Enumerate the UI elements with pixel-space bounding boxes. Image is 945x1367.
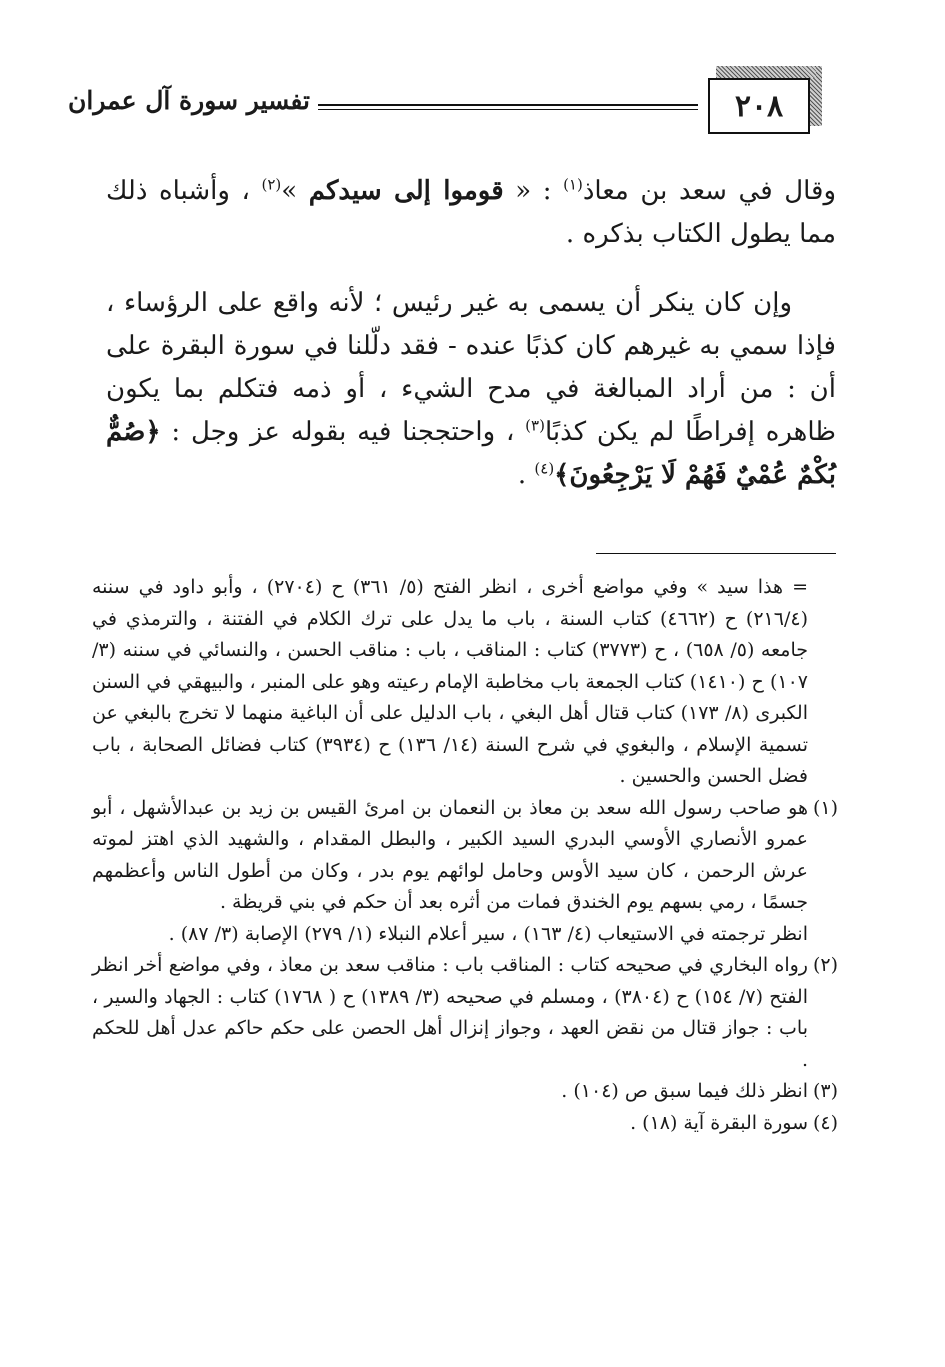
footnote-ref-3: (٣) xyxy=(525,416,545,435)
body-text xyxy=(106,170,836,497)
footnote-ref-1: (١) xyxy=(563,175,583,194)
footnote-3-number: (٣) xyxy=(812,1080,838,1102)
footnote-1-sources: انظر ترجمته في الاستيعاب (٤/ ١٦٣) ، سير أعلام النبلاء (١/ ٢٧٩) الإصابة (٣/ ٨٧) . xyxy=(168,922,808,945)
running-title: تفسير سورة آل عمران xyxy=(68,86,310,115)
p2-text-b: ، واحتججنا فيه بقوله عز وجل : xyxy=(160,417,526,447)
footnote-4-number: (٤) xyxy=(812,1111,838,1134)
footnote-1-number: (١) xyxy=(812,796,838,819)
p2-text-a: وإن كان ينكر أن يسمى به غير رئيس ؛ لأنه واقع على الرؤساء ، فإذا سمي به غيرهم كان كذبًا عنده - فقد دلّلنا في سورة البقرة على أن : من أراد المبالغة في مدح الشيء ، أو ذمه فتكلم بما يكون ظاهره إفراطًا لم يكن كذبًا xyxy=(106,288,836,447)
footnote-4-text: سورة البقرة آية (١٨) . xyxy=(630,1111,808,1134)
quran-verse: ﴿صُمٌّ بُكْمٌ عُمْيٌ فَهُمْ لَا يَرْجِعُونَ﴾ xyxy=(106,417,836,490)
footnote-ref-2: (٢) xyxy=(261,175,282,194)
footnote-2-text: رواه البخاري في صحيحه كتاب : المناقب باب : مناقب سعد بن معاذ ، وفي مواضع أخر انظر الفتح (٧/ ١٥٤) ح (٣٨٠٤) ، ومسلم في صحيحه (٣/ ١٣٨٩) ح ( ١٧٦٨) كتاب : الجهاد والسير ، باب : جواز قتال من نقض العهد ، وجواز إنزال أهل الحصن على حكم حاكم عدل أهل للحكم . xyxy=(92,954,808,1071)
p2-text-c: . xyxy=(517,460,535,490)
header-rule xyxy=(318,104,698,110)
page-number-text: ٢٠٨ xyxy=(734,88,784,124)
footnotes xyxy=(92,572,838,1139)
footnote-ref-4: (٤) xyxy=(534,459,555,478)
page-number xyxy=(708,78,810,134)
paragraph-1 xyxy=(106,170,836,256)
p1-text-b: : « xyxy=(503,176,564,206)
footnote-3 xyxy=(92,1076,838,1108)
footnote-4 xyxy=(92,1108,838,1140)
hadith-quote: قوموا إلى سيدكم xyxy=(308,176,504,206)
footnote-2-number: (٢) xyxy=(812,954,838,976)
footnote-continuation: = هذا سيد » وفي مواضع أخرى ، انظر الفتح (٥/ ٣٦١) ح (٢٧٠٤) ، وأبو داود في سننه (٢١٦/٤) ح (٤٦٦٢) كتاب السنة ، باب ما يدل على ترك الكلام في الفتنة ، والترمذي في جامعه (٥/ ٦٥٨) ، ح (٣٧٧٣) كتاب : المناقب ، باب : مناقب الحسن ، والنسائي في سننه (٣/ ١٠٧) ح (١٤١٠) كتاب الجمعة باب مخاطبة الإمام رعيته وهو على المنبر ، والبيهقي في السنن الكبرى (٨/ ١٧٣) كتاب قتال أهل البغي ، باب الدليل على أن الباغية منهما لا تخرج بالبغي عن تسمية الإسلام ، والبغوي في شرح السنة (١٤/ ١٣٦) ح (٣٩٣٤) كتاب فضائل الصحابة ، باب فضل الحسن والحسين . xyxy=(92,576,809,787)
footnote-separator xyxy=(596,553,836,554)
footnote-1-text: هو صاحب رسول الله سعد بن معاذ بن النعمان بن امرئ القيس بن زيد بن عبدالأشهل ، أبو عمرو الأنصاري الأوسي البدري السيد الكبير ، والبطل المقدام ، والشهيد الذي اهتز لموته عرش الرحمن ، كان سيد الأوس وحامل لوائهم يوم بدر ، وكان من أطول الناس وأعظمهم جسمًا ، رمي بسهم يوم الخندق فمات من أثره بعد أن حكم في بني قريظة . xyxy=(92,796,808,913)
p1-text-c: » xyxy=(281,176,309,206)
p1-text-a: وقال في سعد بن معاذ xyxy=(582,176,836,206)
footnote-2 xyxy=(92,950,838,1076)
paragraph-2 xyxy=(106,282,836,497)
footnote-1 xyxy=(92,793,838,919)
p1-text-d: ، وأشباه ذلك مما يطول الكتاب بذكره . xyxy=(106,176,836,249)
footnote-3-text: انظر ذلك فيما سبق ص (١٠٤) . xyxy=(561,1080,808,1102)
